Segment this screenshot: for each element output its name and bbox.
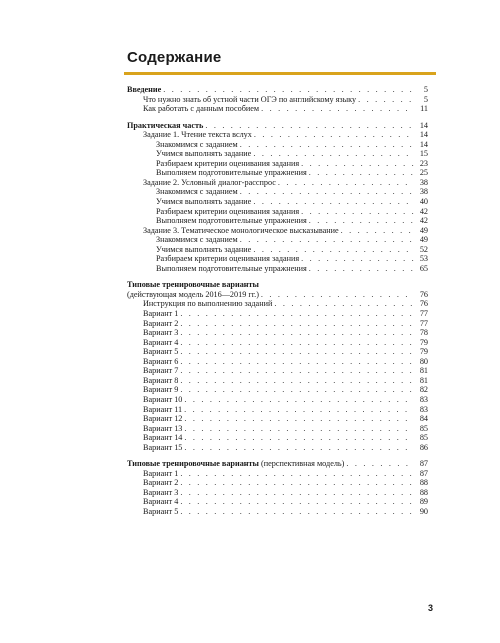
toc-entry[interactable] [127,328,428,338]
toc-entry[interactable] [127,245,428,255]
toc-entry-label: Инструкция по выполнению заданий [143,299,273,309]
toc-entry-label: Типовые тренировочные варианты [127,459,259,469]
dot-leader [180,469,414,479]
toc-entry-page: 76 [419,299,428,309]
dot-leader [180,366,414,376]
dot-leader [180,507,414,517]
toc-entry-page: 87 [419,468,428,478]
toc-entry[interactable] [127,478,428,488]
toc-entry-page: 5 [423,94,428,104]
toc-entry[interactable] [127,168,428,178]
toc-entry-page: 81 [419,375,428,385]
toc-entry-label: Вариант 6 [143,356,179,366]
toc-entry-label: Вариант 2 [143,318,179,328]
toc-entry-label: Вариант 3 [143,487,179,497]
dot-leader [253,149,414,159]
toc-entry[interactable] [127,235,428,245]
dot-leader [254,130,414,140]
toc-entry-label: Знакомимся с заданием [156,187,238,197]
toc-entry-page: 81 [419,366,428,376]
toc-entry-label: Разбираем критерии оценивания задания [156,206,300,216]
toc-entry-page: 79 [419,337,428,347]
page-title: Содержание [127,49,222,66]
toc-entry[interactable] [127,299,428,309]
dot-leader [301,207,414,217]
toc-entry-page: 77 [419,318,428,328]
dot-leader [240,187,414,197]
toc-entry-page: 78 [419,328,428,338]
toc-entry-page: 14 [419,120,428,130]
toc-entry-page: 84 [419,414,428,424]
dot-leader [341,226,414,236]
toc-entry-page: 49 [419,225,428,235]
toc-entry-page: 86 [419,442,428,452]
toc-entry-page: 14 [419,130,428,140]
toc-entry-label: Вариант 11 [143,404,183,414]
toc-entry-page: 85 [419,423,428,433]
toc-entry[interactable] [127,319,428,329]
toc-entry-label: Вариант 4 [143,337,179,347]
toc-entry[interactable] [127,121,428,131]
toc-entry-page: 15 [419,149,428,159]
toc-entry-page: 42 [419,206,428,216]
dot-leader [180,478,414,488]
dot-leader [309,264,414,274]
toc-entry[interactable] [127,366,428,376]
toc-entry-page: 88 [419,478,428,488]
toc-entry-label: Вариант 2 [143,478,179,488]
toc-entry-label: Вариант 7 [143,366,179,376]
dot-leader [184,443,414,453]
toc-entry-label: Разбираем критерии оценивания задания [156,158,300,168]
toc-entry[interactable] [127,130,428,140]
toc-entry-page: 52 [419,244,428,254]
toc-entry[interactable] [127,197,428,207]
dot-leader [278,178,414,188]
toc-entry-label: Разбираем критерии оценивания задания [156,254,300,264]
toc-entry-label: Вариант 5 [143,506,179,516]
toc-entry-label: Задание 3. Тематическое монологическое высказывание [143,225,339,235]
toc-entry[interactable] [127,433,428,443]
toc-entry-page: 25 [419,168,428,178]
toc-entry-label: Вариант 3 [143,328,179,338]
toc-entry-page: 65 [419,263,428,273]
dot-leader [180,338,414,348]
toc-entry-page: 14 [419,139,428,149]
toc-entry[interactable] [127,178,428,188]
dot-leader [180,385,414,395]
toc-entry-label: Вариант 14 [143,433,183,443]
dot-leader [180,357,414,367]
dot-leader [253,197,414,207]
toc-entry-page: 53 [419,254,428,264]
toc-entry[interactable] [127,507,428,517]
toc-entry[interactable] [127,216,428,226]
toc-entry-label: Введение [127,85,162,94]
toc-entry[interactable] [127,469,428,479]
toc-entry[interactable] [127,159,428,169]
toc-entry[interactable] [127,338,428,348]
toc-entry-page: 38 [419,187,428,197]
dot-leader [301,159,414,169]
dot-leader [184,433,414,443]
toc-entry[interactable] [127,226,428,236]
dot-leader [180,497,414,507]
section-gap [127,114,428,121]
toc-entry-label: Задание 1. Чтение текста вслух [143,130,252,140]
dot-leader [180,328,414,338]
toc-entry[interactable] [127,104,428,114]
dot-leader [163,85,414,95]
toc-entry-label: Задание 2. Условный диалог-расспрос [143,177,276,187]
dot-leader [261,290,414,300]
toc-entry-label: Вариант 15 [143,442,183,452]
toc-entry-label: Вариант 10 [143,394,183,404]
toc-entry-page: 89 [419,497,428,507]
toc-entry-page: 23 [419,158,428,168]
toc-entry[interactable] [127,497,428,507]
toc-entry-label: Практическая часть [127,120,204,130]
dot-leader [346,459,414,469]
dot-leader [261,104,414,114]
dot-leader [274,299,414,309]
toc-entry[interactable] [127,376,428,386]
toc-entry[interactable] [127,443,428,453]
toc-entry-label: Выполняем подготовительные упражнения [156,168,307,178]
toc-entry-label: Знакомимся с заданием [156,235,238,245]
dot-leader [180,376,414,386]
toc-entry-label: Вариант 9 [143,385,179,395]
toc-entry-page: 82 [419,385,428,395]
toc-entry-page: 79 [419,347,428,357]
toc-entry-page: 5 [423,85,428,94]
toc-entry-label: Знакомимся с заданием [156,139,238,149]
toc-entry[interactable] [127,424,428,434]
toc-entry[interactable] [127,280,428,290]
dot-leader [240,235,414,245]
toc-entry-label: Учимся выполнять задание [156,244,252,254]
table-of-contents [127,85,428,517]
toc-entry[interactable] [127,347,428,357]
toc-entry[interactable] [127,254,428,264]
dot-leader [184,424,414,434]
toc-entry-label: Вариант 5 [143,347,179,357]
toc-entry[interactable] [127,414,428,424]
toc-entry[interactable] [127,405,428,415]
toc-entry-label: Выполняем подготовительные упражнения [156,263,307,273]
dot-leader [184,395,414,405]
toc-entry-label: Вариант 1 [143,309,179,319]
toc-entry-label: Учимся выполнять задание [156,197,252,207]
toc-entry[interactable] [127,290,428,300]
toc-entry-page: 80 [419,356,428,366]
toc-entry-label: Вариант 13 [143,423,183,433]
toc-entry-page: 83 [419,394,428,404]
toc-entry-page: 83 [419,404,428,414]
dot-leader [180,319,414,329]
dot-leader [180,488,414,498]
toc-entry-label: Вариант 4 [143,497,179,507]
section-gap [127,452,428,459]
toc-entry-label: Как работать с данным пособием [143,104,260,114]
toc-entry-page: 90 [419,506,428,516]
dot-leader [205,121,414,131]
toc-entry[interactable] [127,264,428,274]
toc-entry-label: Учимся выполнять задание [156,149,252,159]
toc-entry-label: (действующая модель 2016—2019 гг.) [127,289,259,299]
toc-entry-page: 42 [419,216,428,226]
toc-entry-page: 49 [419,235,428,245]
toc-entry[interactable] [127,95,428,105]
toc-entry-page: 11 [420,104,428,114]
toc-entry[interactable] [127,459,428,469]
toc-entry-page: 88 [419,487,428,497]
toc-entry[interactable] [127,395,428,405]
dot-leader [309,216,414,226]
toc-entry-label: Типовые тренировочные варианты [127,280,259,290]
toc-entry-page: 76 [419,289,428,299]
dot-leader [301,254,414,264]
page-number: 3 [428,603,434,613]
toc-entry[interactable] [127,187,428,197]
toc-entry[interactable] [127,149,428,159]
toc-entry[interactable] [127,140,428,150]
dot-leader [240,140,414,150]
toc-entry[interactable] [127,309,428,319]
heading-underline [124,48,436,75]
dot-leader [309,168,414,178]
dot-leader [180,347,414,357]
dot-leader [358,95,414,105]
toc-entry-page: 87 [419,459,428,469]
toc-entry-label: Выполняем подготовительные упражнения [156,216,307,226]
toc-entry-label-suffix: (перспективная модель) [258,459,345,469]
toc-entry-label: Вариант 1 [143,468,179,478]
dot-leader [184,414,414,424]
toc-entry[interactable] [127,357,428,367]
toc-entry-page: 38 [419,177,428,187]
dot-leader [180,309,414,319]
section-gap [127,273,428,280]
toc-entry-page: 77 [419,309,428,319]
toc-entry[interactable] [127,488,428,498]
toc-entry-label: Что нужно знать об устной части ОГЭ по английскому языку [143,94,357,104]
toc-entry[interactable] [127,85,428,95]
toc-entry-label: Вариант 12 [143,414,183,424]
dot-leader [253,245,414,255]
toc-entry-label: Вариант 8 [143,375,179,385]
toc-entry-page: 40 [419,197,428,207]
dot-leader [184,405,414,415]
toc-entry[interactable] [127,207,428,217]
toc-entry[interactable] [127,385,428,395]
toc-entry-page: 85 [419,433,428,443]
